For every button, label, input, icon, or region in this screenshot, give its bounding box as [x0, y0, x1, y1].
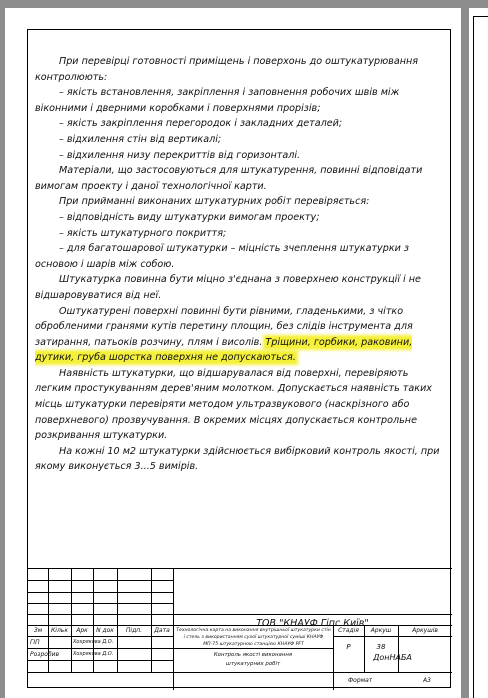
- company-name: ТОВ "КНАУФ Гіпс Київ": [256, 618, 369, 629]
- paragraph: – відхилення стін від вертикалі;: [59, 133, 222, 145]
- header-ndok: N док: [96, 627, 114, 634]
- header-zm: Зм: [33, 627, 43, 634]
- stage-label: Стадія: [338, 627, 359, 634]
- paragraph: Матеріали, що застосовуються для штукатурення, повинні відповідати вимогам проекту і даної технологічної карти.: [35, 165, 423, 192]
- title-block: [28, 568, 452, 690]
- paragraph: – якість закріплення перегородок і закладних деталей;: [59, 118, 343, 130]
- sheet-label: Аркуш: [370, 627, 392, 634]
- paragraph: Наявність штукатурки, що відшарувалася від поверхні, перевіряють легким простукуванням дерев'яним молотком. Допускається наявність таких місць штукатурки перевіряти методом ультразвукового (наскрізного або поверхневого) прозвучування. В окремих місцях допускається контрольне розкривання штукатурки.: [35, 367, 432, 442]
- header-kilk: Кільк: [51, 627, 68, 634]
- developer-label: Розробив: [30, 651, 60, 658]
- header-data: Дата: [154, 627, 170, 634]
- paragraph: При перевірці готовності приміщень і поверхонь до оштукатурювання контролюють:: [35, 56, 419, 83]
- paragraph: – для багатошарової штукатурки – міцність зчеплення штукатурки з основою і шарів між собою.: [35, 243, 409, 270]
- paragraph: – відхилення низу перекриттів від горизонталі.: [59, 149, 301, 161]
- sheet-value: 38: [376, 643, 386, 651]
- next-page-edge: [469, 8, 488, 698]
- document-body: [35, 54, 445, 475]
- gip-name: Хохрякова Д.О.: [73, 639, 114, 645]
- gip-label: ГІП: [30, 639, 40, 646]
- header-pidp: Підп.: [125, 627, 143, 634]
- paragraph-text: Оштукатурені поверхні повинні бути рівними, гладенькими, з чітко обробленими гранями кутів перетину площин, без слідів інструмента для затирання, патьоків розчину, плям і висолів.: [35, 305, 413, 348]
- paragraph: – якість встановлення, закріплення і заповнення робочих швів між віконними і дверними коробками і поверхнями прорізів;: [35, 87, 400, 114]
- format-label: Формат: [348, 677, 373, 684]
- highlighted-text: Тріщини, горбики, раковини, дутики, груба шорстка поверхня не допускаються.: [35, 336, 413, 364]
- drawing-frame: [27, 29, 451, 688]
- document-title: Технологічна карта на виконання внутрішньої штукатурки стін і стель з використанням сухої штукатурної суміші КНАУФ МП-75 штукатурною станцією КНАУФ PFT: [176, 628, 331, 647]
- paragraph-highlighted: [35, 304, 445, 366]
- header-ark: Арк: [76, 627, 88, 634]
- paragraph: – відповідність виду штукатурки вимогам проекту;: [59, 211, 320, 223]
- section-title: Контроль якості виконання штукатурних робіт: [213, 652, 293, 667]
- paragraph: Штукатурка повинна бути міцно з'єднана з поверхнею конструкції і не відшаровуватися від неї.: [35, 274, 421, 301]
- document-page: [5, 8, 461, 698]
- paragraph: На кожні 10 м2 штукатурки здійснюється вибірковий контроль якості, при якому виконується 3...5 вимірів.: [35, 445, 440, 473]
- paragraph: – якість штукатурного покриття;: [59, 227, 227, 239]
- sheets-label: Аркушів: [412, 627, 438, 634]
- format-value: А3: [423, 677, 431, 684]
- organization-name: ДонНАБА: [373, 653, 412, 662]
- paragraph: При прийманні виконаних штукатурних робіт перевіряється:: [59, 196, 370, 208]
- developer-name: Хохрякова Д.О.: [73, 651, 114, 657]
- stage-value: Р: [346, 643, 351, 651]
